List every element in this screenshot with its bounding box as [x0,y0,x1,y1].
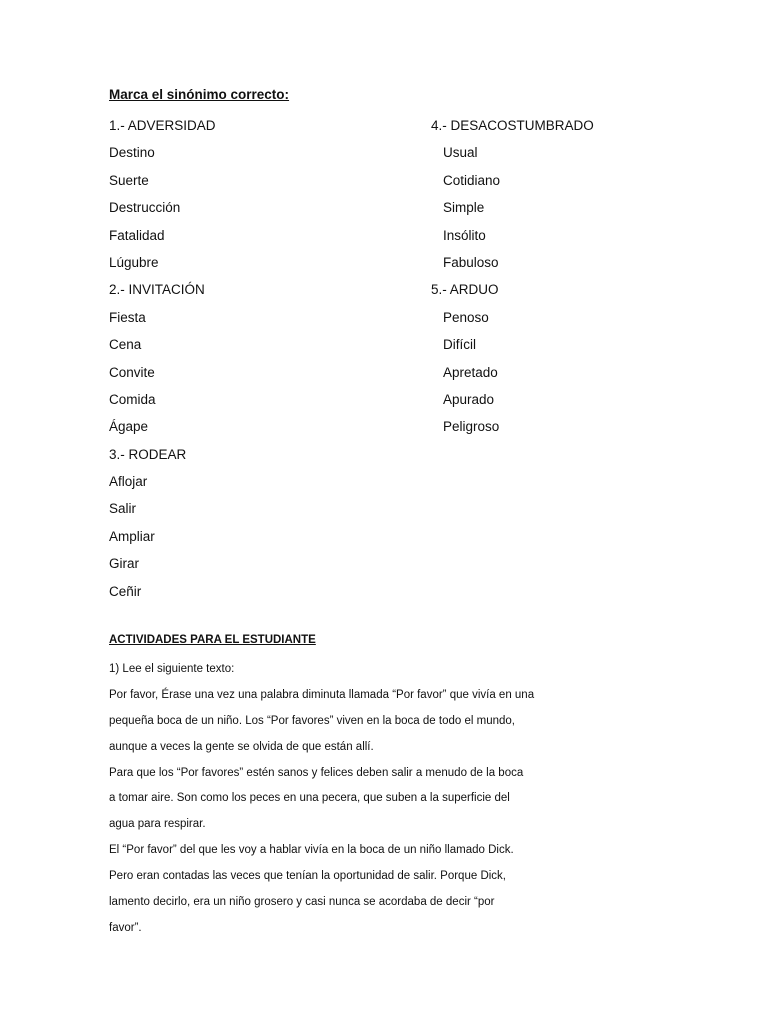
answer-option: Lúgubre [109,254,159,270]
passage-line: favor”. [109,921,142,934]
answer-option: Fatalidad [109,227,165,243]
answer-option: Difícil [443,337,476,353]
answer-option: Apurado [443,391,495,407]
answer-option: Ágape [109,419,149,435]
answer-option: Peligroso [443,419,500,435]
passage-line: pequeña boca de un niño. Los “Por favores” viven en la boca de todo el mundo, [109,714,515,727]
synonym-column-left [109,112,216,605]
synonym-column-right [431,112,594,441]
answer-option: Simple [443,200,485,216]
answer-option: Fabuloso [443,254,499,270]
answer-option: Convite [109,364,155,380]
question-title: 5.- ARDUO [431,282,499,298]
passage-line: Para que los “Por favores” estén sanos y felices deben salir a menudo de la boca [109,766,524,779]
answer-option: Destrucción [109,200,181,216]
answer-option: Salir [109,501,137,517]
passage-line: Por favor, Érase una vez una palabra diminuta llamada “Por favor” que vivía en una [109,688,535,701]
passage-line: aunque a veces la gente se olvida de que están allí. [109,740,374,753]
answer-option: Aflojar [109,474,148,490]
activities-section-title: ACTIVIDADES PARA EL ESTUDIANTE [109,634,316,646]
question-title: 1.- ADVERSIDAD [109,118,216,133]
answer-option: Cotidiano [443,172,501,188]
answer-option: Ceñir [109,583,142,599]
answer-option: Girar [109,556,139,572]
answer-option: Suerte [109,172,149,188]
answer-option: Fiesta [109,309,146,325]
passage-line: a tomar aire. Son como los peces en una pecera, que suben a la superficie del [109,792,510,805]
answer-option: Insólito [443,227,486,243]
passage-line: Pero eran contadas las veces que tenían la oportunidad de salir. Porque Dick, [109,870,506,883]
passage-line: El “Por favor” del que les voy a hablar vivía en la boca de un niño llamado Dick. [109,844,514,857]
reading-passage [109,657,729,942]
answer-option: Destino [109,145,155,161]
question-title: 2.- INVITACIÓN [109,282,205,298]
answer-option: Penoso [443,309,489,325]
question-title: 4.- DESACOSTUMBRADO [431,118,594,133]
synonym-exercise-heading: Marca el sinónimo correcto: [109,87,290,102]
question-title: 3.- RODEAR [109,446,187,462]
answer-option: Usual [443,145,478,161]
answer-option: Comida [109,391,156,407]
answer-option: Ampliar [109,528,155,544]
passage-instruction: 1) Lee el siguiente texto: [109,663,235,675]
passage-line: lamento decirlo, era un niño grosero y casi nunca se acordaba de decir “por [109,896,495,909]
answer-option: Apretado [443,364,498,380]
passage-line: agua para respirar. [109,818,206,831]
answer-option: Cena [109,337,142,353]
